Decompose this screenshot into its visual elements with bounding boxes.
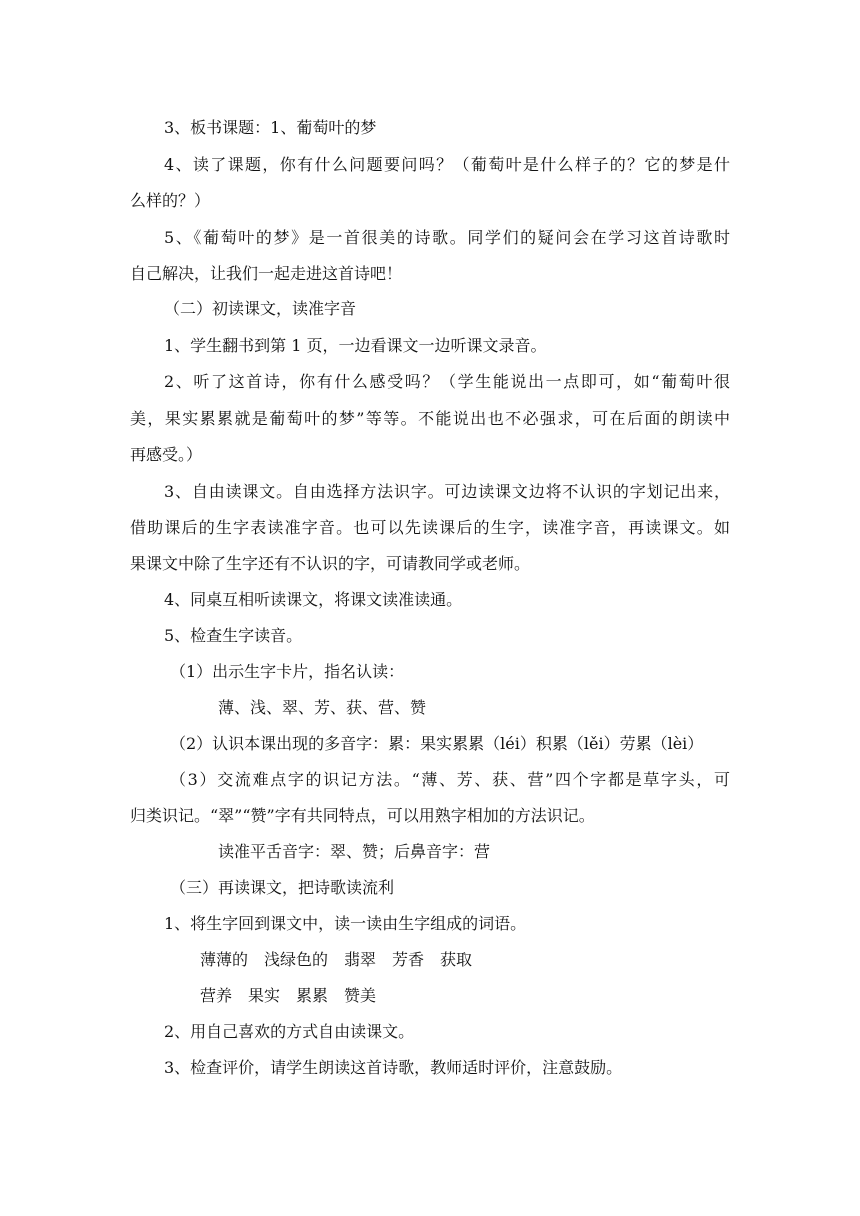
section-heading: （三）再读课文，把诗歌读流利 bbox=[170, 878, 395, 897]
paragraph: 归类识记。“翠”“赞”字有共同特点，可以用熟字相加的方法识记。 bbox=[130, 806, 595, 825]
paragraph: 美，果实累累就是葡萄叶的梦”等等。不能说出也不必强求，可在后面的朗读中 bbox=[130, 409, 730, 428]
paragraph: 自己解决，让我们一起走进这首诗吧！ bbox=[130, 264, 403, 283]
paragraph: 3、自由读课文。自由选择方法识字。可边读课文边将不认识的字划记出来， bbox=[164, 482, 730, 501]
paragraph: 1、将生字回到课文中，读一读由生字组成的词语。 bbox=[164, 914, 527, 933]
paragraph: （3）交流难点字的识记方法。“薄、芳、获、营”四个字都是草字头，可 bbox=[170, 770, 730, 789]
paragraph: （1）出示生字卡片，指名认读： bbox=[170, 662, 405, 681]
paragraph: 2、听了这首诗，你有什么感受吗？（学生能说出一点即可，如“葡萄叶很 bbox=[164, 372, 730, 391]
word-list: 营养 果实 累累 赞美 bbox=[200, 986, 377, 1005]
paragraph: 果课文中除了生字还有不认识的字，可请教同学或老师。 bbox=[130, 554, 531, 573]
paragraph: 5、《葡萄叶的梦》是一首很美的诗歌。同学们的疑问会在学习这首诗歌时 bbox=[164, 228, 730, 247]
paragraph: 再感受。） bbox=[130, 445, 203, 464]
paragraph: 借助课后的生字表读准字音。也可以先读课后的生字，读准字音，再读课文。如 bbox=[130, 518, 730, 537]
paragraph: 3、检查评价，请学生朗读这首诗歌，教师适时评价，注意鼓励。 bbox=[164, 1058, 623, 1077]
paragraph: 5、检查生字读音。 bbox=[164, 626, 303, 645]
paragraph: 3、板书课题：1、葡萄叶的梦 bbox=[164, 118, 377, 137]
paragraph: 么样的？） bbox=[130, 191, 211, 210]
section-heading: （二）初读课文，读准字音 bbox=[164, 299, 357, 318]
paragraph: 4、同桌互相听读课文，将课文读准读通。 bbox=[164, 590, 463, 609]
paragraph: 1、学生翻书到第 1 页，一边看课文一边听课文录音。 bbox=[164, 336, 547, 355]
word-list: 薄薄的 浅绿色的 翡翠 芳香 获取 bbox=[200, 950, 473, 969]
paragraph: 读准平舌音字：翠、赞；后鼻音字：营 bbox=[218, 842, 491, 861]
paragraph: （2）认识本课出现的多音字：累：果实累累（léi）积累（lěi）劳累（lèi） bbox=[170, 734, 704, 753]
paragraph: 4、读了课题，你有什么问题要问吗？（葡萄叶是什么样子的？它的梦是什 bbox=[164, 155, 730, 174]
character-list: 薄、浅、翠、芳、获、营、赞 bbox=[218, 698, 427, 717]
paragraph: 2、用自己喜欢的方式自由读课文。 bbox=[164, 1022, 415, 1041]
